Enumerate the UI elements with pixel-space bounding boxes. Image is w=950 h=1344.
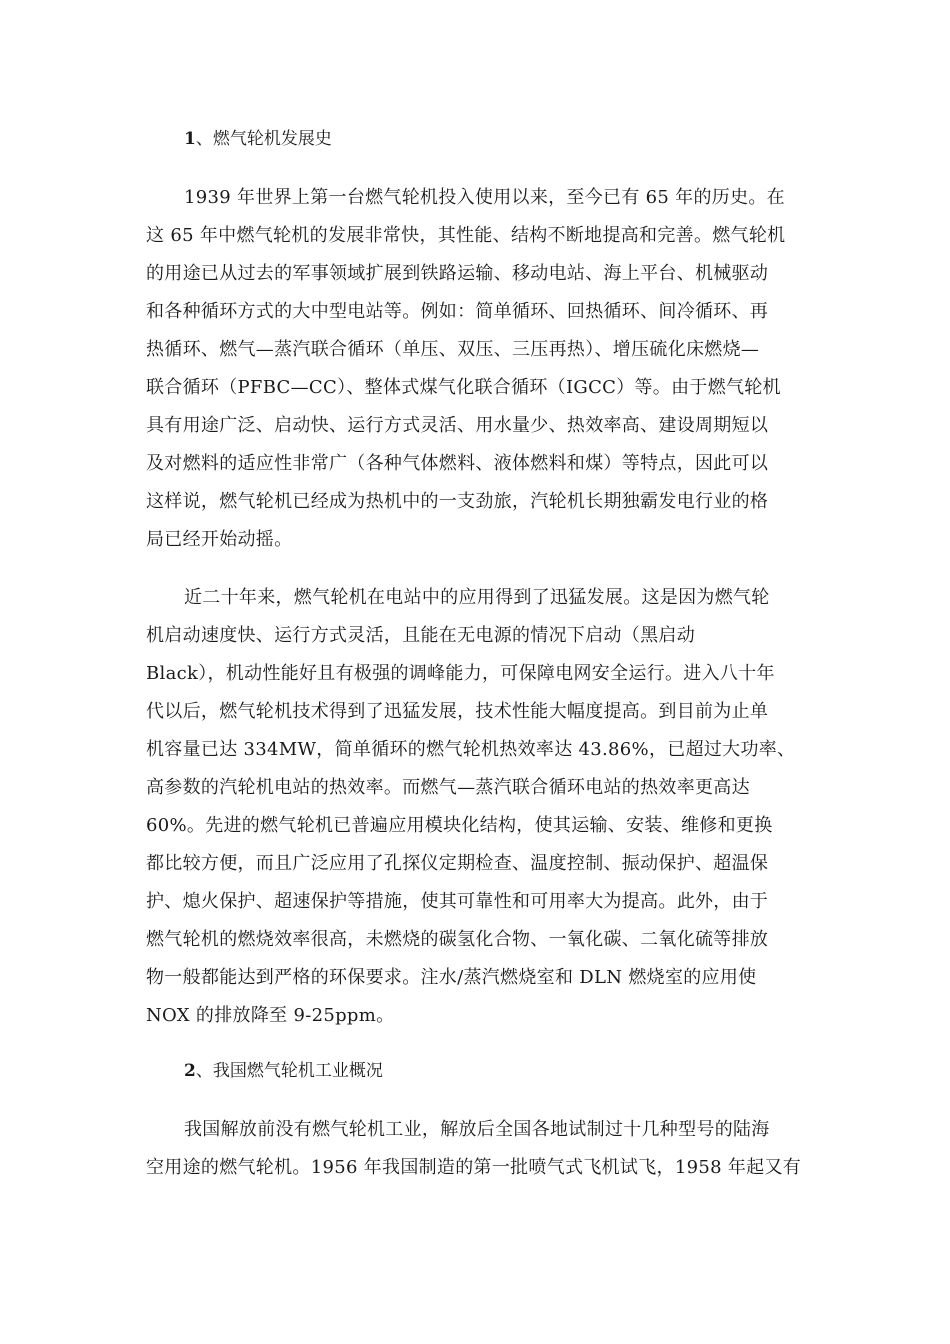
paragraph-line: 这样说，燃气轮机已经成为热机中的一支劲旅，汽轮机长期独霸发电行业的格 [146, 491, 769, 512]
paragraph-line: 高参数的汽轮机电站的热效率。而燃气—蒸汽联合循环电站的热效率更高达 [146, 777, 750, 798]
paragraph-line: 近二十年来，燃气轮机在电站中的应用得到了迅猛发展。这是因为燃气轮 [184, 587, 770, 608]
paragraph-line: 都比较方便，而且广泛应用了孔探仪定期检查、温度控制、振动保护、超温保 [146, 853, 769, 874]
paragraph-line: 局已经开始动摇。 [146, 529, 293, 550]
section-heading-1 [184, 127, 332, 151]
paragraph-line: 的用途已从过去的军事领域扩展到铁路运输、移动电站、海上平台、机械驱动 [146, 263, 769, 284]
paragraph-line: 及对燃料的适应性非常广（各种气体燃料、液体燃料和煤）等特点，因此可以 [146, 453, 769, 474]
paragraph-line: 60%。先进的燃气轮机已普遍应用模块化结构，使其运输、安装、维修和更换 [146, 815, 773, 836]
paragraph-line: 空用途的燃气轮机。1956 年我国制造的第一批喷气式飞机试飞，1958 年起又有 [146, 1157, 802, 1178]
paragraph-line: 代以后，燃气轮机技术得到了迅猛发展，技术性能大幅度提高。到目前为止单 [146, 701, 769, 722]
paragraph-line: 和各种循环方式的大中型电站等。例如：简单循环、回热循环、间冷循环、再 [146, 301, 769, 322]
paragraph-line: 机容量已达 334MW，简单循环的燃气轮机热效率达 43.86%，已超过大功率、 [146, 739, 796, 760]
paragraph-line: NOX 的排放降至 9-25ppm。 [146, 1005, 395, 1026]
paragraph-line: 护、熄火保护、超速保护等措施，使其可靠性和可用率大为提高。此外，由于 [146, 891, 769, 912]
section-title: 、我国燃气轮机工业概况 [195, 1061, 383, 1081]
paragraph-line: 机启动速度快、运行方式灵活，且能在无电源的情况下启动（黑启动 [146, 625, 695, 646]
paragraph-line: 热循环、燃气—蒸汽联合循环（单压、双压、三压再热）、增压硫化床燃烧— [146, 339, 760, 360]
paragraph-line: 这 65 年中燃气轮机的发展非常快，其性能、结构不断地提高和完善。燃气轮机 [146, 225, 786, 246]
section-title: 、燃气轮机发展史 [195, 129, 332, 149]
paragraph-line: Black），机动性能好且有极强的调峰能力，可保障电网安全运行。进入八十年 [146, 663, 775, 684]
section-heading-2 [184, 1059, 383, 1083]
section-number: 1 [184, 129, 196, 149]
paragraph-line: 燃气轮机的燃烧效率很高，未燃烧的碳氢化合物、一氧化碳、二氧化硫等排放 [146, 929, 769, 950]
paragraph-line: 联合循环（PFBC—CC）、整体式煤气化联合循环（IGCC）等。由于燃气轮机 [146, 377, 781, 398]
section-number: 2 [184, 1061, 196, 1081]
paragraph-line: 我国解放前没有燃气轮机工业，解放后全国各地试制过十几种型号的陆海 [184, 1119, 770, 1140]
paragraph-line: 1939 年世界上第一台燃气轮机投入使用以来，至今已有 65 年的历史。在 [184, 187, 785, 208]
paragraph-line: 物一般都能达到严格的环保要求。注水/蒸汽燃烧室和 DLN 燃烧室的应用使 [146, 967, 757, 988]
paragraph-line: 具有用途广泛、启动快、运行方式灵活、用水量少、热效率高、建设周期短以 [146, 415, 769, 436]
